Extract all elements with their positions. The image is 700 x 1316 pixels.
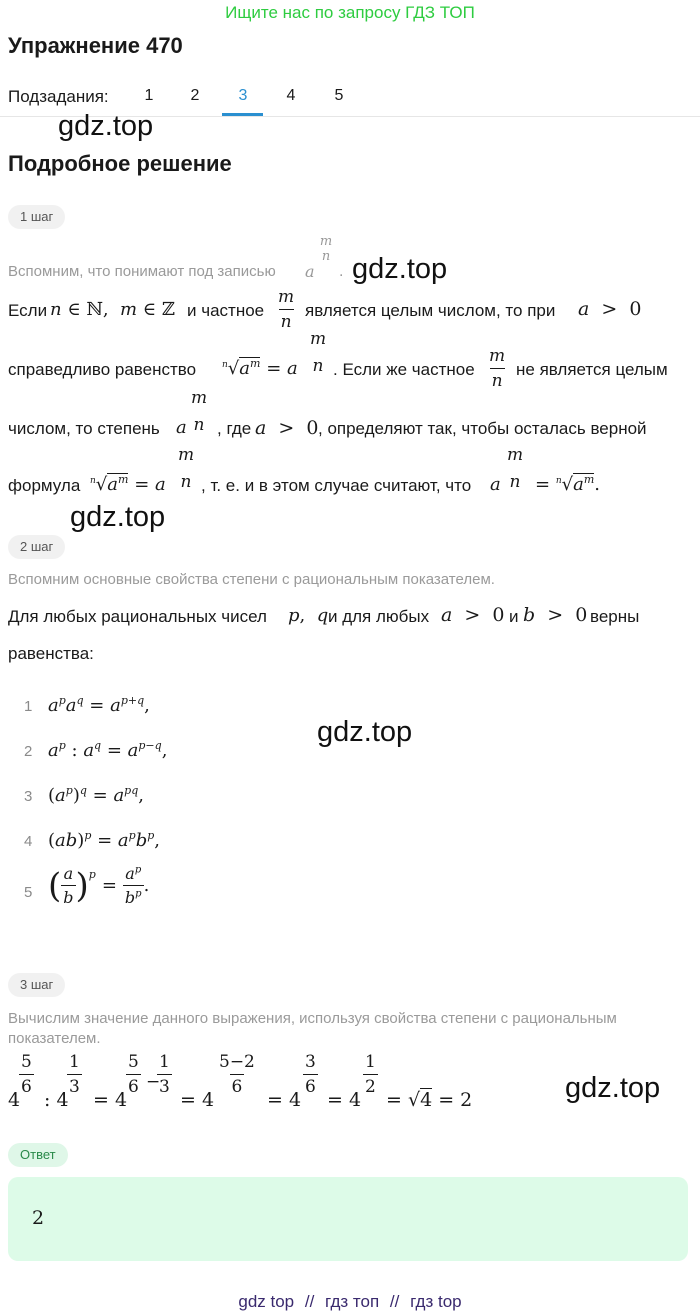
watermark: gdz.top xyxy=(317,716,413,748)
math-a-gt-0: a > 0 xyxy=(255,417,319,439)
math-exponent-fraction: m n xyxy=(191,388,208,435)
step-badge: 3 шаг xyxy=(8,973,65,997)
math-fraction-m-n: $\frac{m}{n}$ xyxy=(278,287,295,332)
calc-operator: = 4 xyxy=(180,1089,215,1111)
calc-exponent: $\frac{1}{3}$ xyxy=(159,1052,170,1097)
watermark: gdz.top xyxy=(565,1072,661,1104)
footer-link[interactable]: гдз top xyxy=(410,1292,462,1311)
answer-box xyxy=(8,1177,688,1261)
watermark: gdz.top xyxy=(352,253,448,285)
math-root-equality: $^n√a^m = a$ xyxy=(222,357,298,379)
tab-subtask-5[interactable]: 5 xyxy=(334,87,344,104)
math-exponent-fraction: m n xyxy=(310,329,327,376)
list-number: 1 xyxy=(24,698,33,715)
calc-operator: − xyxy=(146,1072,161,1092)
text-fragment: формула xyxy=(8,476,81,495)
answer-value: 2 xyxy=(32,1207,45,1229)
list-number: 2 xyxy=(24,743,33,760)
math-n-in-N: n ∈ ℕ, m ∈ ℤ xyxy=(50,299,175,320)
step-badge: 1 шаг xyxy=(8,205,65,229)
math-root-equality: = $^n√a^m$. xyxy=(535,473,601,495)
section-title: Подробное решение xyxy=(8,151,232,176)
math-exponent-fraction: m n xyxy=(507,445,524,492)
text-fragment: числом, то степень xyxy=(8,419,160,438)
text-fragment: Для любых рациональных чисел xyxy=(8,607,267,626)
calc-result: = √4 = 2 xyxy=(386,1089,473,1111)
list-number: 4 xyxy=(24,833,33,850)
footer-links xyxy=(0,1292,700,1312)
calc-exponent: $\frac{5}{6}$ xyxy=(128,1052,139,1097)
list-number: 5 xyxy=(24,884,33,901)
calc-operator: = 4 xyxy=(327,1089,362,1111)
math-p-q: p, q xyxy=(288,605,329,626)
footer-separator: // xyxy=(389,1292,400,1311)
footer-separator: // xyxy=(304,1292,315,1311)
calc-exponent: $\frac{5-2}{6}$ xyxy=(219,1052,255,1097)
math-b-gt-0: b > 0 xyxy=(523,604,588,626)
text-fragment: , где xyxy=(217,419,252,438)
tab-subtask-4[interactable]: 4 xyxy=(286,87,296,104)
calc-operator: : 4 xyxy=(44,1089,69,1111)
text-fragment: , т. е. и в этом случае считают, что xyxy=(201,476,472,495)
text-fragment: является целым числом, то при xyxy=(305,301,556,320)
math-root-equality: $^n√a^m = a$ xyxy=(90,473,166,495)
formula-quotient: $a^p$ : $a^q = a^{p-q}$, xyxy=(48,739,168,761)
formula-power-of-power: $(a^p)^q = a^{pq}$, xyxy=(48,784,144,806)
math-a: a xyxy=(176,417,187,438)
text-fragment: справедливо равенство xyxy=(8,360,197,379)
math-a-gt-0: a > 0 xyxy=(578,298,642,320)
calc-exponent: $\frac{1}{2}$ xyxy=(365,1052,376,1097)
watermark: gdz.top xyxy=(58,110,154,142)
formula-product: $a^pa^q = a^{p+q}$, xyxy=(48,694,150,716)
text-fragment: , определяют так, чтобы осталась верной xyxy=(318,419,647,438)
calc-operator: = 4 xyxy=(267,1089,302,1111)
footer-link[interactable]: гдз топ xyxy=(325,1292,380,1311)
math-a: a xyxy=(305,262,315,281)
text-fragment: Если xyxy=(8,301,48,320)
text-fragment: . Если же частное xyxy=(333,360,475,379)
math-exponent-fraction: m n xyxy=(319,234,333,264)
text-fragment: равенства: xyxy=(8,644,94,663)
text-fragment: и xyxy=(509,607,519,626)
calc-exponent: $\frac{1}{3}$ xyxy=(69,1052,80,1097)
calc-base: 4 xyxy=(8,1089,21,1111)
tab-subtask-1[interactable]: 1 xyxy=(144,87,154,104)
text-fragment: верны xyxy=(590,607,640,626)
answer-badge: Ответ xyxy=(8,1143,68,1167)
tab-subtask-3[interactable]: 3 xyxy=(238,87,248,104)
subtasks-label: Подзадания: xyxy=(8,87,109,106)
math-period: . xyxy=(339,263,344,280)
math-exponent-fraction: m n xyxy=(178,445,195,492)
calc-operator: = 4 xyxy=(93,1089,128,1111)
text-fragment: и частное xyxy=(187,301,265,320)
watermark: gdz.top xyxy=(70,501,166,533)
calc-exponent: $\frac{3}{6}$ xyxy=(305,1052,316,1097)
step-hint: Вспомним основные свойства степени с рациональным показателем. xyxy=(8,571,495,588)
list-number: 3 xyxy=(24,788,33,805)
step-hint: Вспомним, что понимают под записью xyxy=(8,263,276,280)
math-a: a xyxy=(490,474,501,495)
page-title: Упражнение 470 xyxy=(8,33,183,58)
math-fraction-m-n: $\frac{m}{n}$ xyxy=(489,346,506,391)
calc-exponent: $\frac{5}{6}$ xyxy=(21,1052,32,1097)
formula-power-of-product: $(ab)^p = a^pb^p$, xyxy=(48,829,161,851)
footer-link[interactable]: gdz top xyxy=(238,1292,295,1311)
math-a-gt-0: a > 0 xyxy=(441,604,505,626)
step-badge: 2 шаг xyxy=(8,535,65,559)
tab-subtask-2[interactable]: 2 xyxy=(190,87,200,104)
step-hint: показателем. xyxy=(8,1030,101,1047)
step-hint: Вычислим значение данного выражения, используя свойства степени с рациональным xyxy=(8,1010,617,1027)
formula-power-of-quotient: ( $\frac{a}{b}$ ) $^p$ = $\frac{a^p}{b^p}$ . xyxy=(48,864,150,907)
text-fragment: не является целым xyxy=(516,360,668,379)
text-fragment: и для любых xyxy=(328,607,430,626)
top-banner: Ищите нас по запросу ГДЗ ТОП xyxy=(225,3,475,22)
